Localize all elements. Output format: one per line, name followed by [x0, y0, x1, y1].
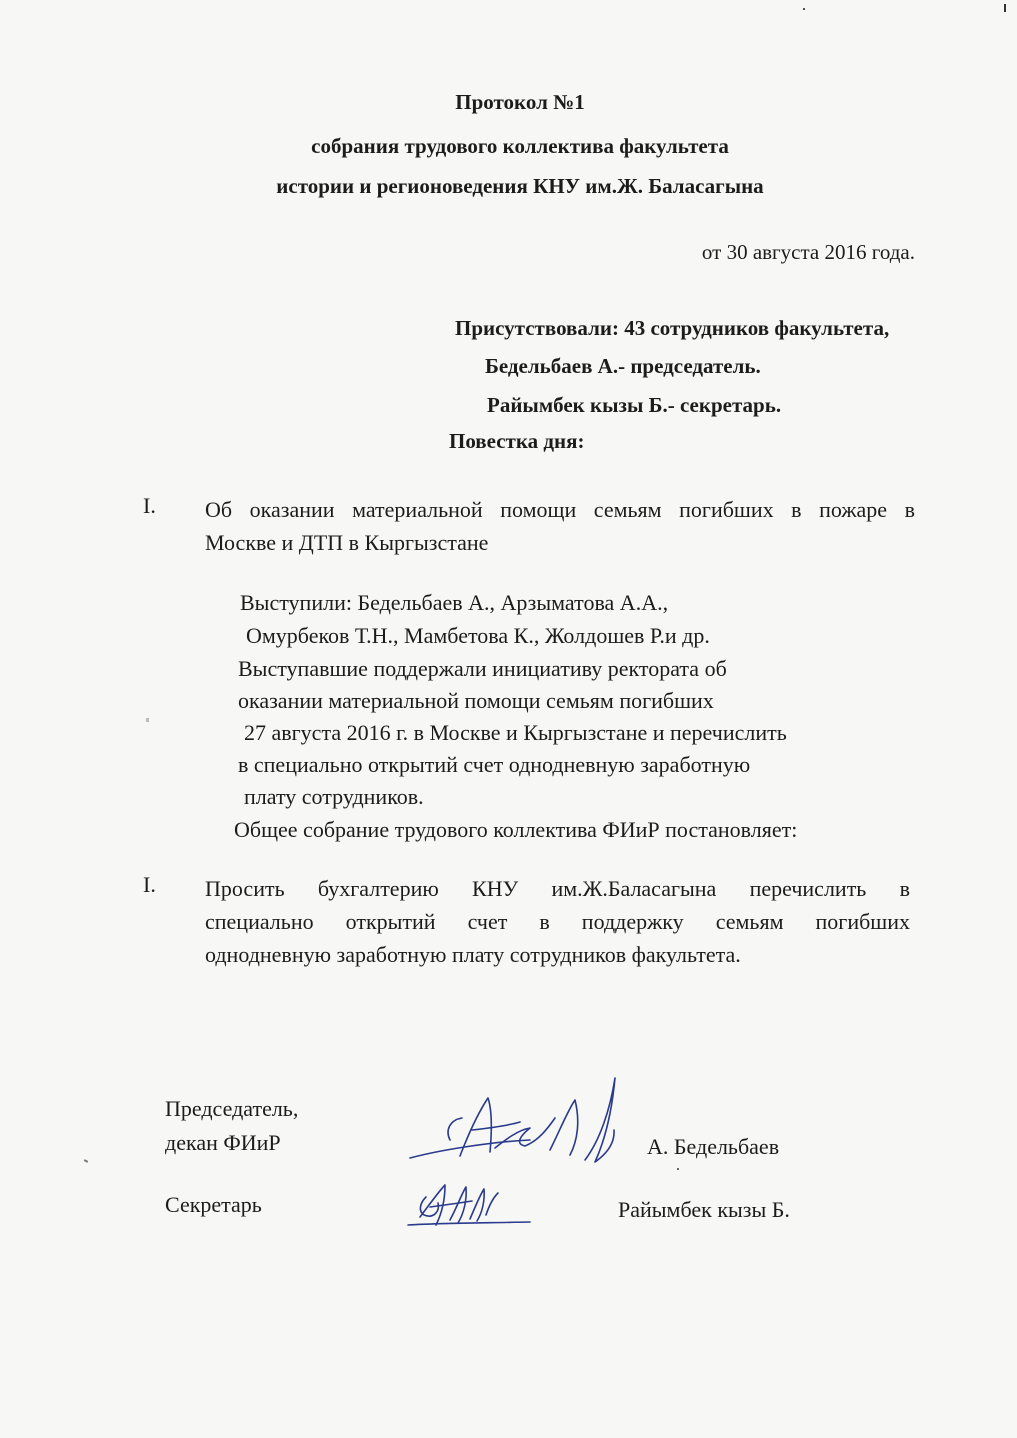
resolution-line2: специально открытий счет в поддержку семьям погибших — [205, 909, 910, 934]
document-title: Протокол №1 — [455, 90, 585, 114]
discussion-line3: Выступавшие поддержали инициативу ректората об — [238, 656, 727, 681]
scan-mark — [1004, 4, 1006, 12]
discussion-line7: плату сотрудников. — [244, 784, 424, 809]
attendance-present: Присутствовали: 43 сотрудников факультета, — [455, 316, 890, 340]
agenda-item-line2: Москве и ДТП в Кыргызстане — [205, 530, 489, 555]
scan-mark — [84, 1159, 88, 1163]
discussion-line4: оказании материальной помощи семьям погибших — [238, 688, 714, 713]
chair-title-line1: Председатель, — [165, 1096, 299, 1121]
resolution-item-number: I. — [143, 872, 156, 897]
agenda-item-text — [205, 493, 915, 559]
chairman-signature — [400, 1070, 630, 1170]
scan-mark — [677, 1168, 679, 1170]
agenda-item-line1: Об оказании материальной помощи семьям погибших в пожаре в — [205, 497, 915, 522]
scan-mark — [803, 8, 805, 10]
secretary-signature — [400, 1175, 540, 1235]
attendance-secretary: Райымбек кызы Б.- секретарь. — [487, 393, 782, 417]
discussion-line1: Выступили: Бедельбаев А., Арзыматова А.А., — [240, 590, 669, 615]
discussion-line8: Общее собрание трудового коллектива ФИиР постановляет: — [234, 817, 798, 842]
document-date: от 30 августа 2016 года. — [701, 240, 915, 264]
discussion-line2: Омурбеков Т.Н., Мамбетова К., Жолдошев Р.и др. — [246, 623, 710, 648]
agenda-heading: Повестка дня: — [449, 429, 585, 453]
resolution-text — [205, 872, 910, 971]
chair-name: А. Бедельбаев — [647, 1134, 780, 1159]
secretary-title: Секретарь — [165, 1192, 262, 1217]
discussion-line5: 27 августа 2016 г. в Москве и Кыргызстане и перечислить — [244, 720, 787, 745]
resolution-line1: Просить бухгалтерию КНУ им.Ж.Баласагына перечислить в — [205, 876, 910, 901]
agenda-item-number: I. — [143, 493, 156, 518]
resolution-line3: однодневную заработную плату сотрудников факультета. — [205, 942, 741, 967]
document-subtitle-line1: собрания трудового коллектива факультета — [311, 134, 729, 158]
secretary-name: Райымбек кызы Б. — [618, 1197, 790, 1222]
chair-title-line2: декан ФИиР — [165, 1130, 281, 1155]
attendance-chairman: Бедельбаев А.- председатель. — [485, 354, 761, 378]
document-subtitle-line2: истории и регионоведения КНУ им.Ж. Баласагына — [276, 174, 764, 198]
scan-mark — [146, 718, 149, 722]
discussion-line6: в специально открытий счет однодневную заработную — [238, 752, 751, 777]
